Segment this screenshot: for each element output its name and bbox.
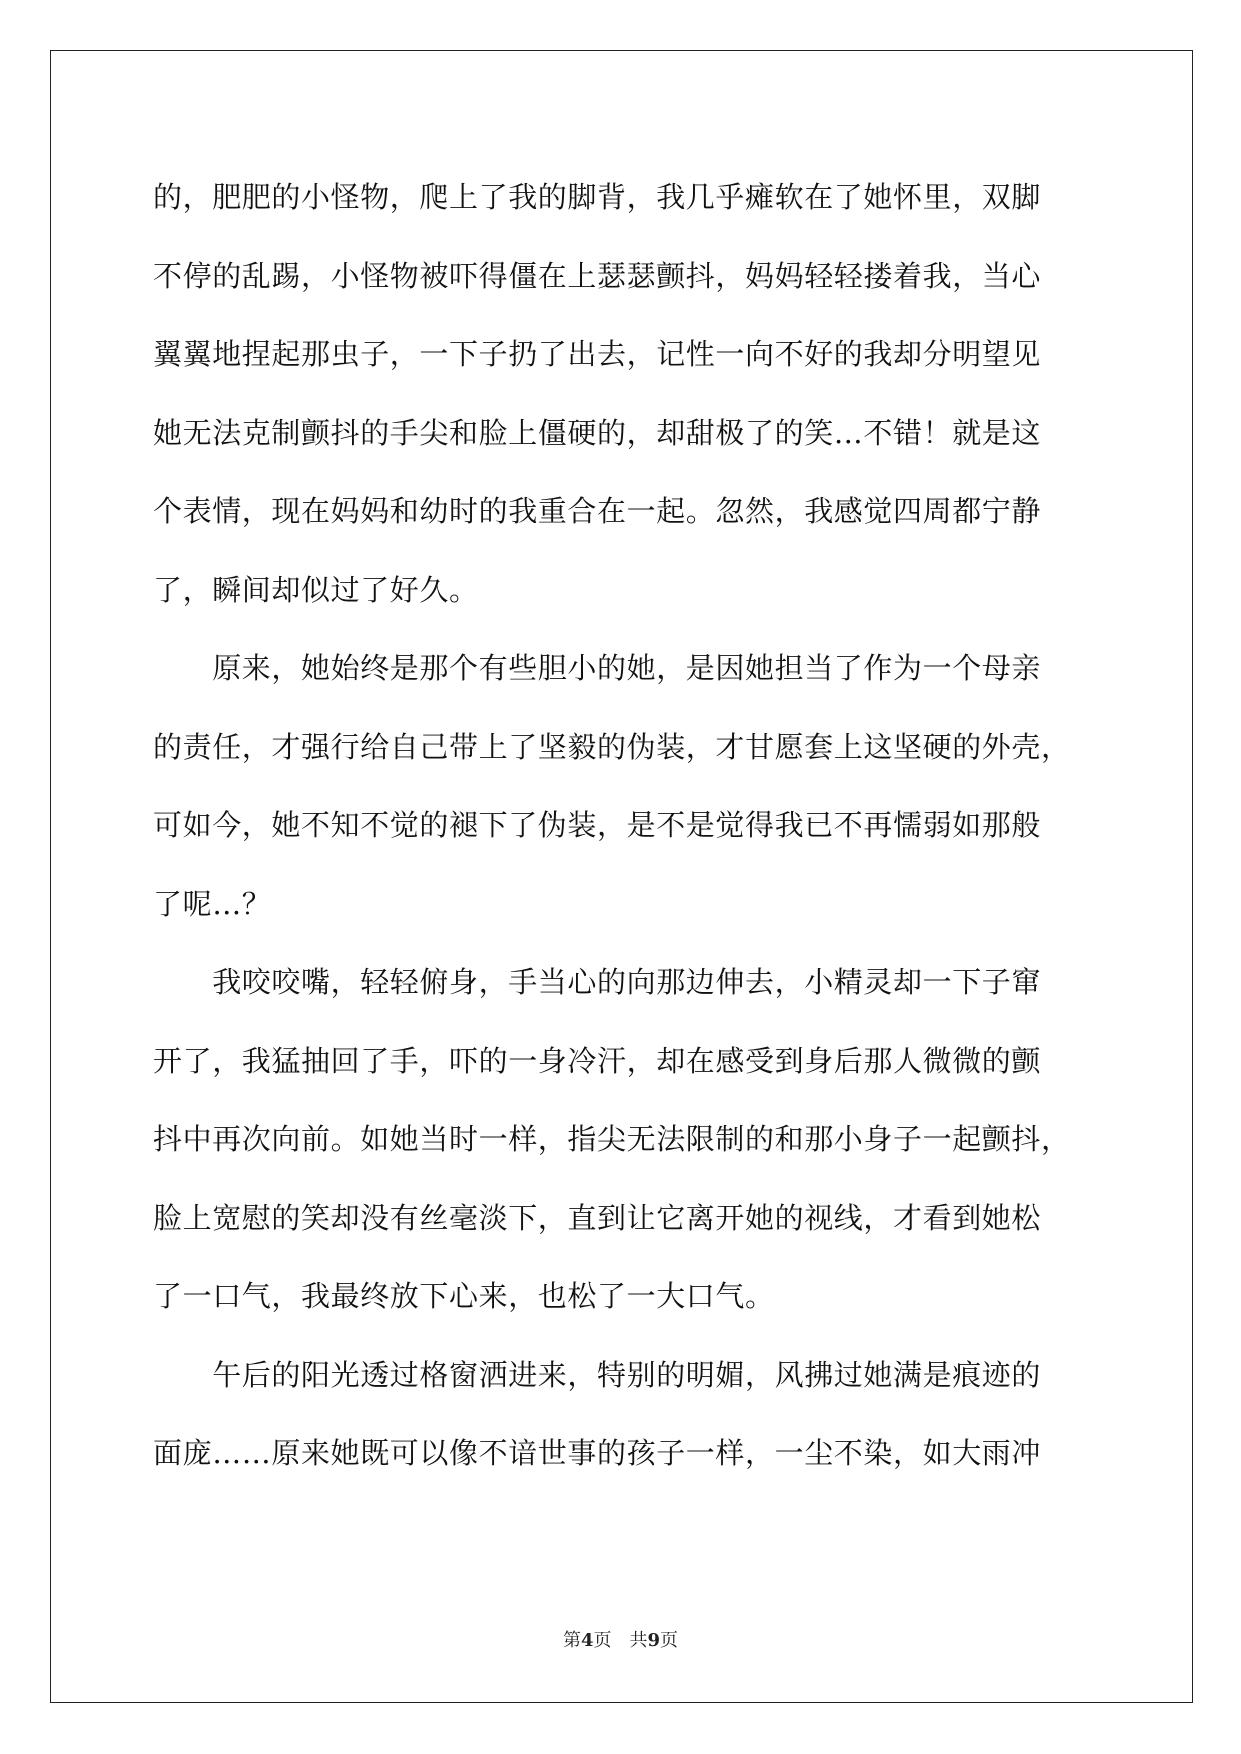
text-line: 了，瞬间却似过了好久。: [153, 572, 479, 607]
text-line: 翼翼地捏起那虫子，一下子扔了出去，记性一向不好的我却分明望见: [153, 337, 1042, 371]
footer-suffix: 页: [660, 1630, 679, 1651]
text-line: 了一口气，我最终放下心来，也松了一大口气。: [153, 1279, 775, 1313]
document-body: [153, 158, 1093, 1493]
text-line: 午后的阳光透过格窗洒进来，特别的明媚，风拂过她满是痕迹的: [153, 1357, 1042, 1392]
text-line: 原来，她始终是那个有些胆小的她，是因她担当了作为一个母亲: [153, 651, 1042, 685]
footer-middle: 页 共: [593, 1630, 648, 1651]
current-page-number: 4: [580, 1630, 594, 1651]
text-line: 抖中再次向前。如她当时一样，指尖无法限制的和那小身子一起颤抖，: [153, 1122, 1071, 1156]
text-line: 脸上宽慰的笑却没有丝毫淡下，直到让它离开她的视线，才看到她松: [153, 1200, 1042, 1235]
text-line: 可如今，她不知不觉的褪下了伪装，是不是觉得我已不再懦弱如那般: [153, 808, 1042, 842]
text-line: 的责任，才强行给自己带上了坚毅的伪装，才甘愿套上这坚硬的外壳，: [153, 729, 1071, 764]
total-page-number: 9: [647, 1630, 661, 1651]
page-footer: [0, 1626, 1241, 1652]
text-line: 她无法克制颤抖的手尖和脸上僵硬的，却甜极了的笑…不错！就是这: [153, 415, 1042, 450]
text-line: 的，肥肥的小怪物，爬上了我的脚背，我几乎瘫软在了她怀里，双脚: [153, 180, 1042, 214]
text-line: 面庞……原来她既可以像不谙世事的孩子一样，一尘不染，如大雨冲: [153, 1436, 1042, 1470]
footer-prefix: 第: [562, 1630, 581, 1651]
text-line: 个表情，现在妈妈和幼时的我重合在一起。忽然，我感觉四周都宁静: [153, 494, 1042, 528]
text-line: 我咬咬嘴，轻轻俯身，手当心的向那边伸去，小精灵却一下子窜: [153, 965, 1042, 999]
text-line: 不停的乱踢，小怪物被吓得僵在上瑟瑟颤抖，妈妈轻轻搂着我，当心: [153, 258, 1042, 293]
text-line: 了呢…？: [153, 886, 272, 921]
text-line: 开了，我猛抽回了手，吓的一身冷汗，却在感受到身后那人微微的颤: [153, 1043, 1042, 1078]
